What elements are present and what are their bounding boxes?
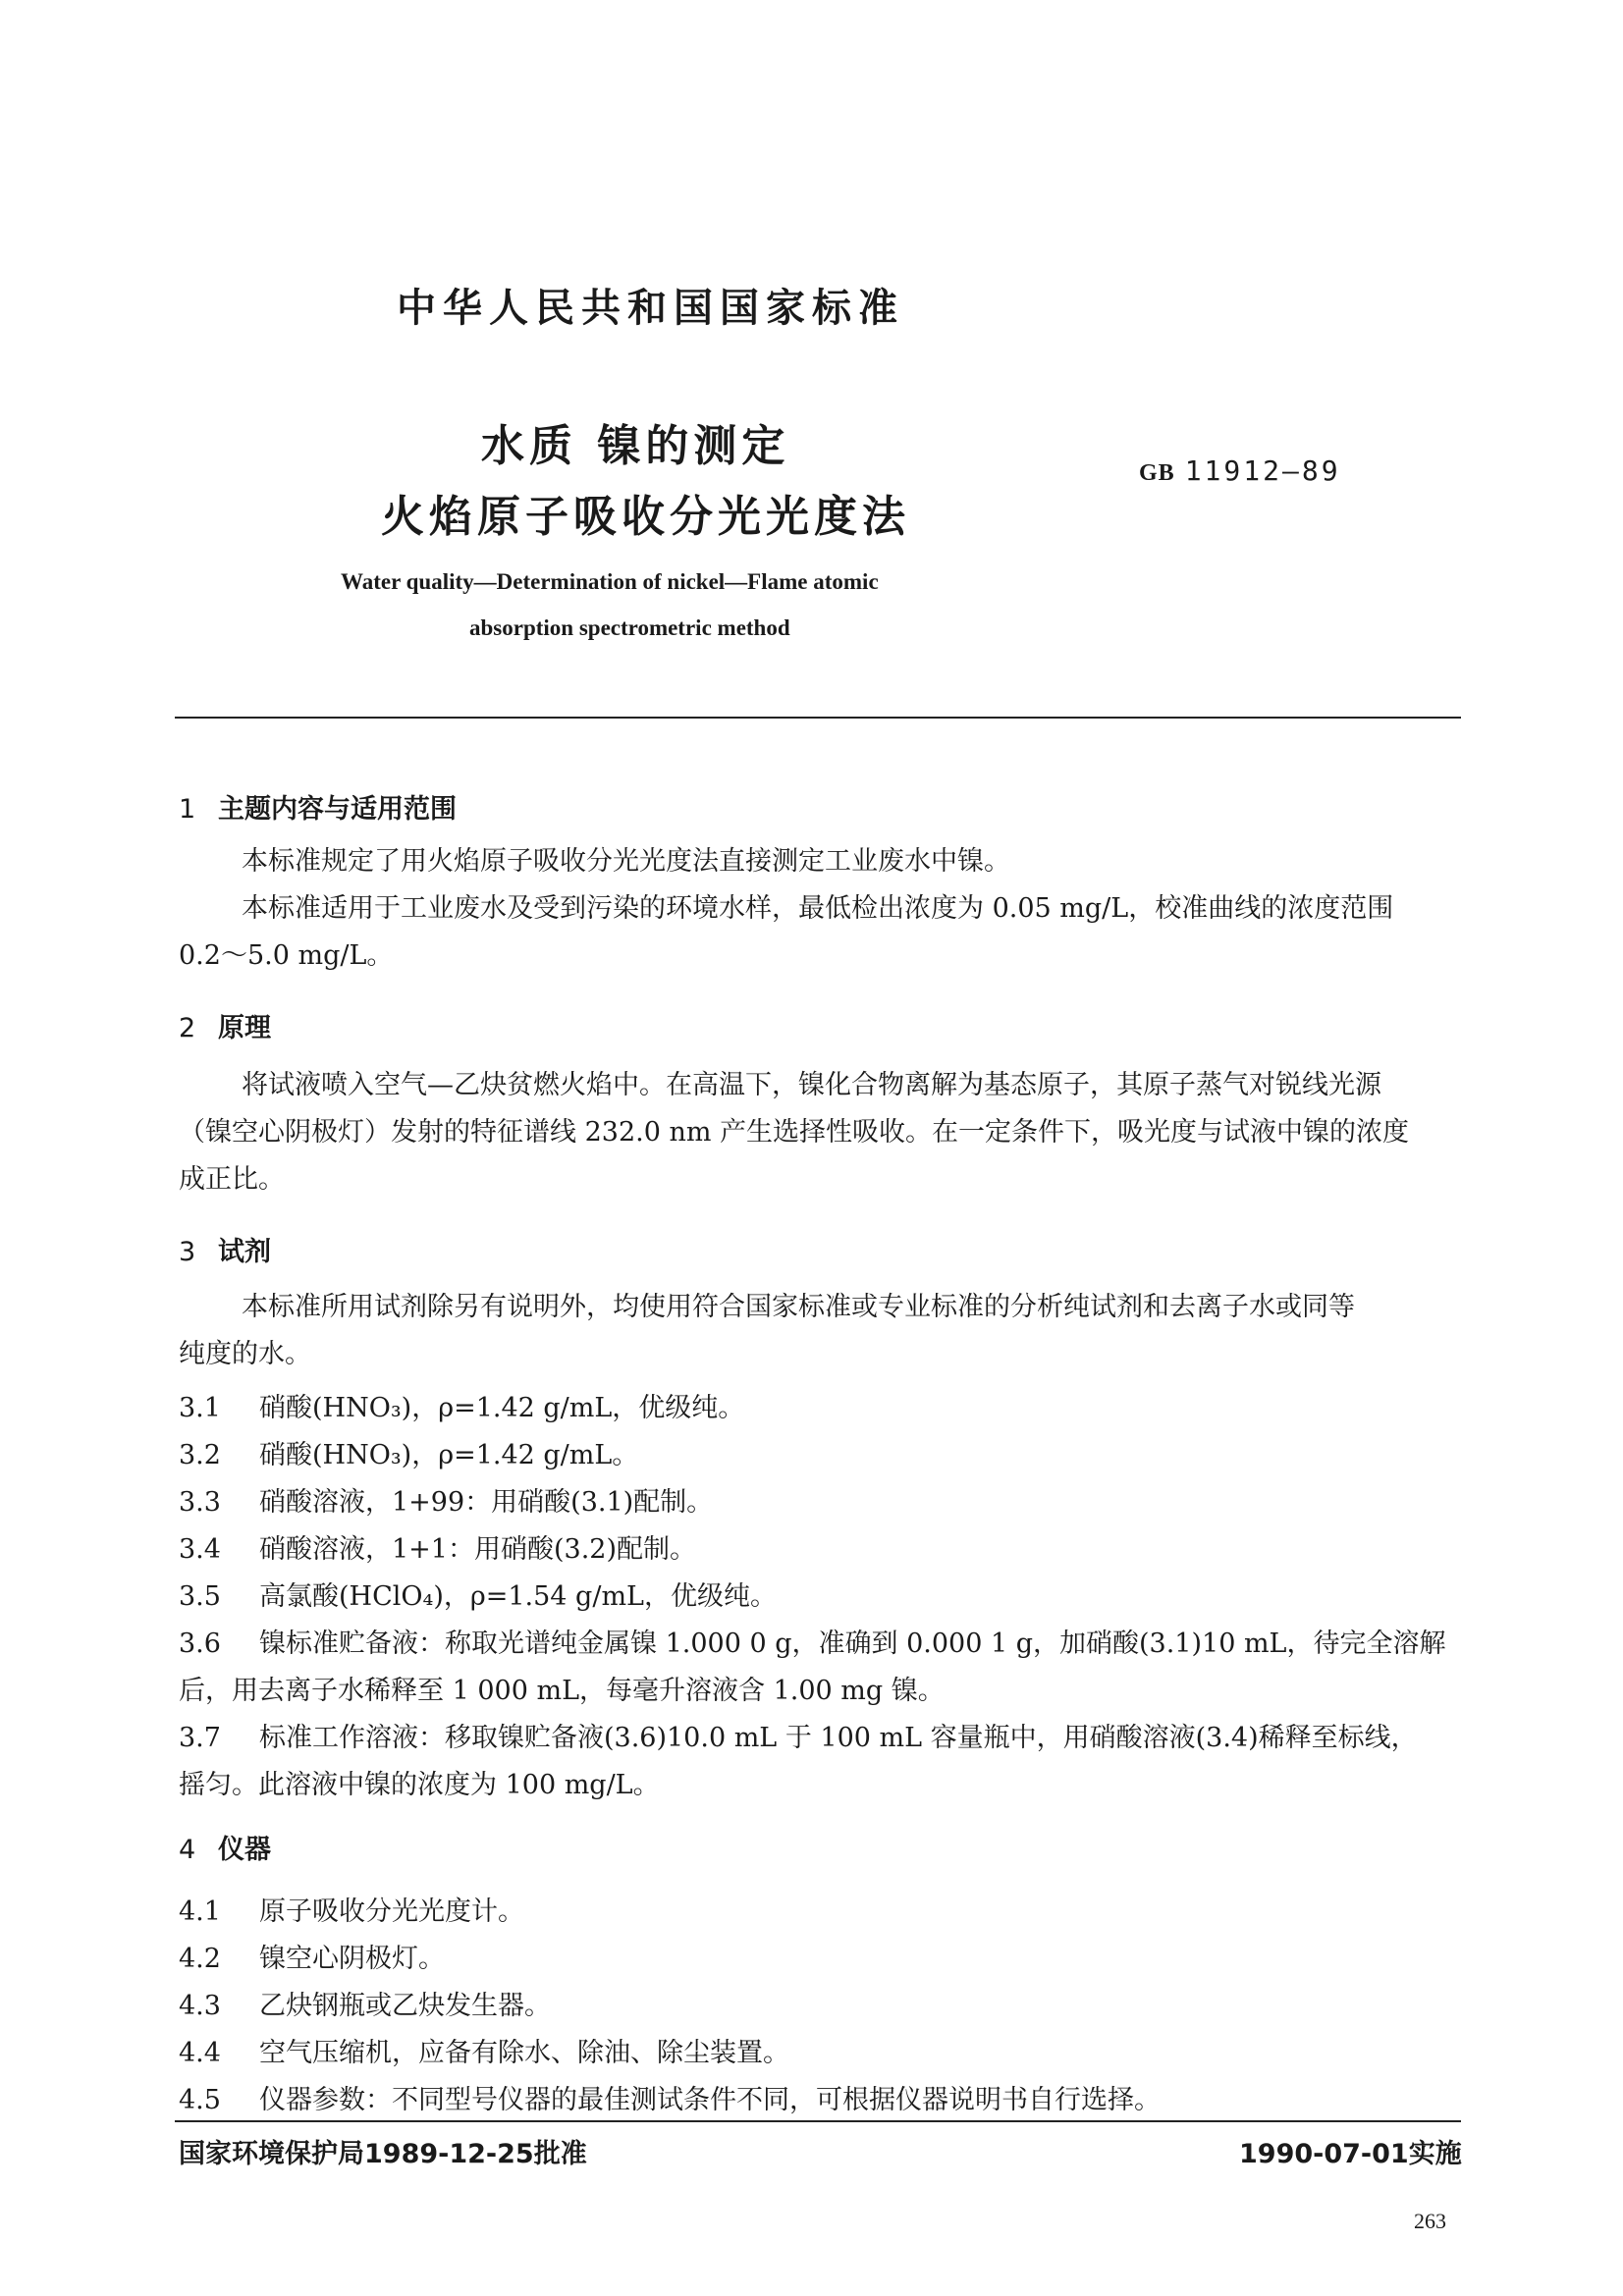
section-1-paragraph-2-cont: 0.2～5.0 mg/L。	[179, 940, 394, 971]
list-item-3-7: 3.7 标准工作溶液：移取镍贮备液(3.6)10.0 mL 于 100 mL 容量瓶中，用硝酸溶液(3.4)稀释至标线，	[179, 1723, 1418, 1753]
section-3-intro-2: 纯度的水。	[179, 1339, 311, 1369]
page-number: 263	[1414, 2209, 1446, 2233]
section-3-intro-1: 本标准所用试剂除另有说明外，均使用符合国家标准或专业标准的分析纯试剂和去离子水或同等	[242, 1292, 1355, 1322]
footer-rule	[175, 2120, 1461, 2122]
document-title-line2: 火焰原子吸收分光光度法	[381, 492, 910, 542]
list-item-4-3: 4.3 乙炔钢瓶或乙炔发生器。	[179, 1991, 551, 2021]
list-item-3-2: 3.2 硝酸(HNO₃)，ρ=1.42 g/mL。	[179, 1440, 639, 1470]
approval-note: 国家环境保护局1989-12-25批准	[179, 2139, 587, 2169]
list-item-3-5: 3.5 高氯酸(HClO₄)，ρ=1.54 g/mL，优级纯。	[179, 1581, 777, 1612]
list-item-3-6-cont: 后，用去离子水稀释至 1 000 mL，每毫升溶液含 1.00 mg 镍。	[179, 1676, 945, 1706]
section-3-heading: 3 试剂	[179, 1237, 271, 1267]
national-standard-heading: 中华人民共和国国家标准	[397, 286, 904, 331]
section-2-line-2: （镍空心阴极灯）发射的特征谱线 232.0 nm 产生选择性吸收。在一定条件下，吸光度与试液中镍的浓度	[179, 1117, 1410, 1148]
english-title-line2: absorption spectrometric method	[469, 615, 790, 640]
list-item-3-4: 3.4 硝酸溶液，1+1：用硝酸(3.2)配制。	[179, 1534, 696, 1565]
section-1-paragraph-1: 本标准规定了用火焰原子吸收分光光度法直接测定工业废水中镍。	[242, 846, 1010, 877]
standard-code-prefix: GB	[1139, 460, 1175, 486]
section-1-heading: 1 主题内容与适用范围	[179, 794, 457, 825]
section-4-heading: 4 仪器	[179, 1835, 271, 1865]
section-2-line-1: 将试液喷入空气—乙炔贫燃火焰中。在高温下，镍化合物离解为基态原子，其原子蒸气对锐线光源	[242, 1070, 1381, 1100]
list-item-3-6: 3.6 镍标准贮备液：称取光谱纯金属镍 1.000 0 g，准确到 0.000 1 g，加硝酸(3.1)10 mL，待完全溶解	[179, 1629, 1446, 1659]
document-title-line1: 水质 镍的测定	[481, 421, 790, 471]
header-rule	[175, 717, 1461, 719]
list-item-3-7-cont: 摇匀。此溶液中镍的浓度为 100 mg/L。	[179, 1770, 660, 1800]
standard-code-number: 11912—89	[1184, 454, 1341, 487]
section-2-line-3: 成正比。	[179, 1164, 285, 1195]
effective-date-note: 1990-07-01实施	[1239, 2139, 1462, 2169]
list-item-4-5: 4.5 仪器参数：不同型号仪器的最佳测试条件不同，可根据仪器说明书自行选择。	[179, 2085, 1161, 2115]
list-item-4-2: 4.2 镍空心阴极灯。	[179, 1944, 445, 1974]
section-1-paragraph-2: 本标准适用于工业废水及受到污染的环境水样，最低检出浓度为 0.05 mg/L，校准曲线的浓度范围	[242, 893, 1394, 924]
list-item-4-1: 4.1 原子吸收分光光度计。	[179, 1896, 524, 1927]
list-item-3-1: 3.1 硝酸(HNO₃)，ρ=1.42 g/mL，优级纯。	[179, 1393, 745, 1423]
list-item-4-4: 4.4 空气压缩机，应备有除水、除油、除尘装置。	[179, 2038, 789, 2068]
english-title-line1: Water quality—Determination of nickel—Flame atomic	[341, 569, 879, 594]
list-item-3-3: 3.3 硝酸溶液，1+99：用硝酸(3.1)配制。	[179, 1487, 714, 1518]
standard-code	[1139, 454, 1341, 487]
section-2-heading: 2 原理	[179, 1013, 271, 1043]
